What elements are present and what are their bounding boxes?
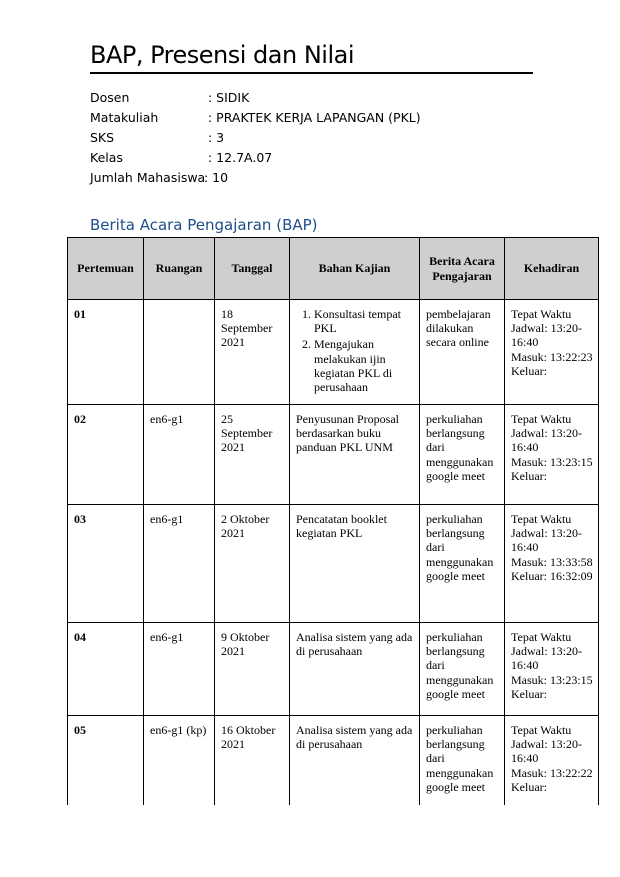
- attendance-in: Masuk: 13:33:58: [511, 554, 593, 569]
- page-title: BAP, Presensi dan Nilai: [90, 41, 354, 69]
- cell-pertemuan: 01: [68, 300, 144, 405]
- header-bahan-kajian: Bahan Kajian: [290, 238, 420, 300]
- attendance-out: Keluar:: [511, 468, 547, 483]
- header-pertemuan: Pertemuan: [68, 238, 144, 300]
- cell-tanggal: 16 Oktober 2021: [215, 716, 290, 848]
- info-label: Matakuliah: [90, 110, 159, 125]
- attendance-status: Tepat Waktu: [511, 412, 572, 426]
- cell-berita-acara: pembelajaran dilakukan secara online: [420, 300, 505, 405]
- attendance-status: Tepat Waktu: [511, 307, 572, 321]
- cell-pertemuan: 04: [68, 623, 144, 716]
- cell-bahan-kajian: Analisa sistem yang ada di perusahaan: [290, 716, 420, 848]
- attendance-status: Tepat Waktu: [511, 723, 572, 737]
- attendance-out: Keluar:: [511, 363, 547, 378]
- cell-tanggal: 25 September 2021: [215, 405, 290, 505]
- attendance-out: Keluar:: [511, 779, 547, 794]
- cell-tanggal: 18 September 2021: [215, 300, 290, 405]
- cell-pertemuan: 03: [68, 505, 144, 623]
- cell-berita-acara: perkuliahan berlangsung dari menggunakan google meet: [420, 405, 505, 505]
- table-row: [68, 300, 599, 405]
- table-row: [68, 505, 599, 623]
- cell-tanggal: 9 Oktober 2021: [215, 623, 290, 716]
- list-item: 1. Konsultasi tempat PKL: [314, 307, 415, 335]
- page-bottom-margin: [0, 805, 620, 877]
- info-value: : 10: [204, 170, 229, 185]
- cell-kehadiran: [505, 405, 599, 505]
- cell-ruangan: en6-g1: [144, 405, 215, 505]
- attendance-out: Keluar: 16:32:09: [511, 568, 593, 583]
- cell-bahan-kajian: Pencatatan booklet kegiatan PKL: [290, 505, 420, 623]
- section-title-bap: Berita Acara Pengajaran (BAP): [90, 216, 318, 234]
- info-value: : 3: [208, 130, 225, 145]
- cell-kehadiran: [505, 505, 599, 623]
- cell-pertemuan: 02: [68, 405, 144, 505]
- attendance-status: Tepat Waktu: [511, 630, 572, 644]
- cell-bahan-kajian: Analisa sistem yang ada di perusahaan: [290, 623, 420, 716]
- table-row: [68, 623, 599, 716]
- header-ruangan: Ruangan: [144, 238, 215, 300]
- attendance-in: Masuk: 13:23:15: [511, 454, 593, 469]
- attendance-schedule: Jadwal: 13:20-16:40: [511, 526, 582, 555]
- attendance-schedule: Jadwal: 13:20-16:40: [511, 321, 582, 350]
- cell-berita-acara: perkuliahan berlangsung dari menggunakan google meet: [420, 623, 505, 716]
- attendance-schedule: Jadwal: 13:20-16:40: [511, 426, 582, 455]
- cell-bahan-kajian: [290, 300, 420, 405]
- cell-tanggal: 2 Oktober 2021: [215, 505, 290, 623]
- cell-kehadiran: [505, 623, 599, 716]
- attendance-schedule: Jadwal: 13:20-16:40: [511, 644, 582, 673]
- info-label: Kelas: [90, 150, 123, 165]
- cell-ruangan: en6-g1 (kp): [144, 716, 215, 848]
- bap-table: [67, 237, 599, 848]
- bahan-list: [296, 307, 415, 394]
- cell-ruangan: en6-g1: [144, 505, 215, 623]
- cell-ruangan: en6-g1: [144, 623, 215, 716]
- cell-berita-acara: perkuliahan berlangsung dari menggunakan google meet: [420, 505, 505, 623]
- header-kehadiran: Kehadiran: [505, 238, 599, 300]
- info-value: : SIDIK: [208, 90, 250, 105]
- cell-ruangan: [144, 300, 215, 405]
- info-value: : PRAKTEK KERJA LAPANGAN (PKL): [208, 110, 421, 125]
- attendance-status: Tepat Waktu: [511, 512, 572, 526]
- attendance-out: Keluar:: [511, 686, 547, 701]
- table-row: [68, 405, 599, 505]
- info-label: Dosen: [90, 90, 130, 105]
- attendance-in: Masuk: 13:22:22: [511, 765, 593, 780]
- cell-bahan-kajian: Penyusunan Proposal berdasarkan buku panduan PKL UNM: [290, 405, 420, 505]
- list-item: 2. Mengajukan melakukan ijin kegiatan PKL di perusahaan: [314, 337, 415, 394]
- attendance-in: Masuk: 13:23:15: [511, 672, 593, 687]
- header-berita-acara: Berita Acara Pengajaran: [420, 238, 505, 300]
- attendance-schedule: Jadwal: 13:20-16:40: [511, 737, 582, 766]
- title-underline: [90, 72, 533, 74]
- cell-pertemuan: 05: [68, 716, 144, 848]
- header-tanggal: Tanggal: [215, 238, 290, 300]
- cell-berita-acara: perkuliahan berlangsung dari menggunakan google meet: [420, 716, 505, 848]
- info-label: Jumlah Mahasiswa: [90, 170, 206, 185]
- table-header-row: [68, 238, 599, 300]
- attendance-in: Masuk: 13:22:23: [511, 349, 593, 364]
- info-value: : 12.7A.07: [208, 150, 273, 165]
- cell-kehadiran: [505, 300, 599, 405]
- info-label: SKS: [90, 130, 115, 145]
